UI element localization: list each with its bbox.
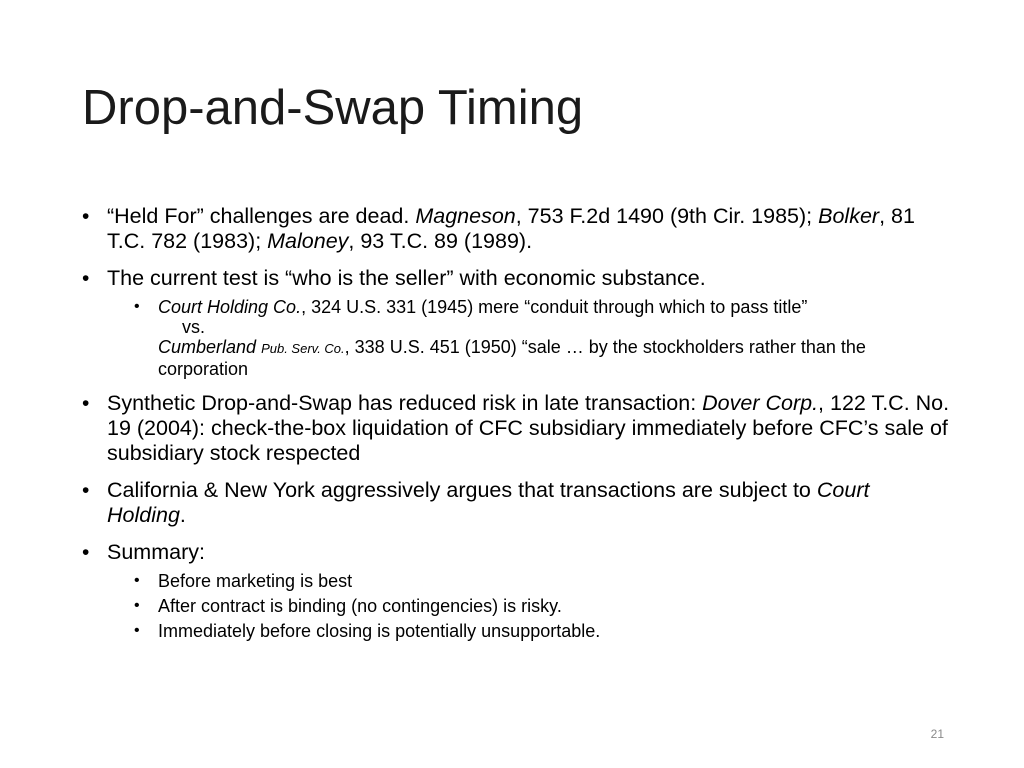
- case-name: Court Holding Co.: [158, 297, 302, 317]
- bullet-summary: [82, 540, 952, 641]
- bullet-current-test: [82, 266, 952, 379]
- bullet-text: The current test is “who is the seller” with economic substance.: [107, 266, 706, 290]
- bullet-synthetic: [82, 391, 952, 466]
- bullet-list: [82, 204, 952, 653]
- summary-list: [107, 571, 952, 641]
- summary-item: • After contract is binding (no contingencies) is risky.: [134, 596, 952, 616]
- bullet-text: , 81 T.C. 782 (1983);: [107, 204, 915, 253]
- slide-title: Drop-and-Swap Timing: [82, 81, 584, 135]
- bullet-text: , 338 U.S. 451 (1950) “sale … by the stockholders rather than the corporation: [158, 337, 866, 379]
- bullet-text: “Held For” challenges are dead.: [107, 204, 416, 228]
- case-name-small: Pub. Serv. Co.: [261, 341, 345, 356]
- summary-item: • Immediately before closing is potentially unsupportable.: [134, 621, 952, 641]
- case-name: Dover Corp.: [702, 391, 819, 415]
- sub-bullet-list: [107, 297, 952, 379]
- case-name: Cumberland: [158, 337, 257, 357]
- bullet-held-for: [82, 204, 952, 254]
- bullet-text: , 93 T.C. 89 (1989).: [348, 229, 533, 253]
- summary-item: • Before marketing is best: [134, 571, 952, 591]
- case-name: Maloney: [267, 229, 349, 253]
- case-name: Magneson: [415, 204, 516, 228]
- bullet-text: Summary:: [107, 540, 205, 564]
- bullet-text: , 122 T.C. No. 19 (2004): check-the-box liquidation of CFC subsidiary immediately before CFC’s sale of subsidiary stock respected: [107, 391, 950, 465]
- bullet-text: .: [179, 503, 186, 527]
- bullet-text: California & New York aggressively argues that transactions are subject to: [107, 478, 817, 502]
- bullet-text: , 753 F.2d 1490 (9th Cir. 1985);: [515, 204, 819, 228]
- page-number: 21: [930, 727, 944, 741]
- bullet-text: Synthetic Drop-and-Swap has reduced risk in late transaction:: [107, 391, 703, 415]
- case-name: Bolker: [818, 204, 880, 228]
- versus-text: vs.: [182, 317, 206, 337]
- bullet-text: , 324 U.S. 331 (1945) mere “conduit through which to pass title”: [301, 297, 808, 317]
- sub-bullet-court-holding: [134, 297, 952, 379]
- bullet-california: [82, 478, 952, 528]
- case-name: Court Holding: [107, 478, 870, 527]
